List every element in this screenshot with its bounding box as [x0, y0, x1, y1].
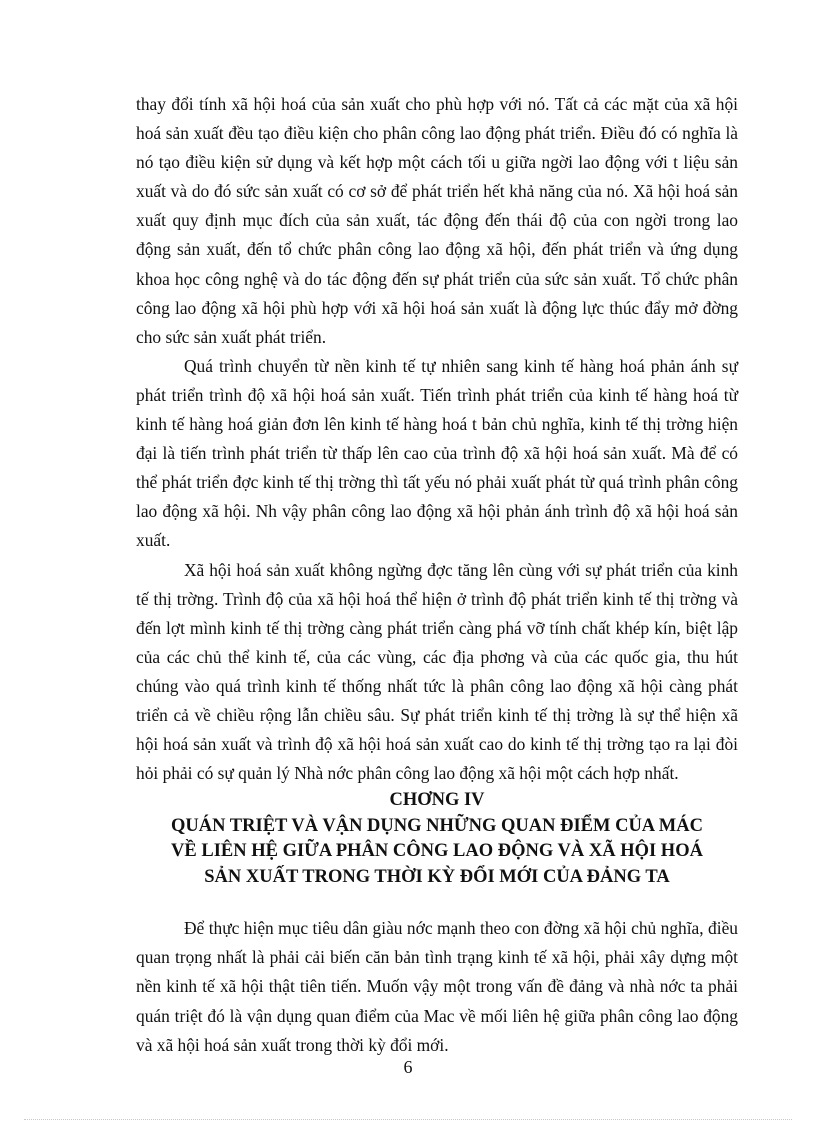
footer-divider [24, 1119, 792, 1120]
chapter-label: CHƠNG IV [389, 790, 485, 811]
section-spacer [136, 890, 738, 914]
body-paragraph-2: Quá trình chuyển từ nền kinh tế tự nhiên sang kinh tế hàng hoá phản ánh sự phát triển trình độ xã hội hoá sản xuất. Tiến trình phát triển của kinh tế hàng hoá từ kinh tế hàng hoá giản đơn lên kinh tế hàng hoá t bản chủ nghĩa, kinh tế thị trờng hiện đại là tiến trình phát triển từ thấp lên cao của trình độ xã hội hoá sản xuất. Mà để có thể phát triển đợc kinh tế thị trờng thì tất yếu nó phải xuất phát từ quá trình phân công lao động xã hội. Nh vậy phân công lao động xã hội phản ánh trình độ xã hội hoá sản xuất. [136, 355, 738, 551]
body-paragraph-3: Xã hội hoá sản xuất không ngừng đợc tăng lên cùng với sự phát triển của kinh tế thị trờng. Trình độ của xã hội hoá thể hiện ở trình độ phát triển kinh tế thị trờng và đến lợt mình kinh tế thị trờng càng phát triển càng phá vỡ tính chất khép kín, biệt lập của các chủ thể kinh tế, của các vùng, các địa phơng và của các quốc gia, thu hút chúng vào quá trình kinh tế thống nhất tức là phân công lao động xã hội càng phát triển cả về chiều rộng lẫn chiều sâu. Sự phát triển kinh tế thị trờng là sự thể hiện xã hội hoá sản xuất và trình độ xã hội hoá sản xuất cao do kinh tế thị trờng tạo ra lại đòi hỏi phải có sự quản lý Nhà nớc phân công lao động xã hội một cách hợp nhất. [136, 559, 738, 784]
document-page [136, 90, 738, 1060]
chapter-paragraph-1: Để thực hiện mục tiêu dân giàu nớc mạnh theo con đờng xã hội chủ nghĩa, điều quan trọng nhất là phải cải biến căn bản tình trạng kinh tế xã hội, phải xây dựng một nền kinh tế xã hội thật tiên tiến. Muốn vậy một trong vấn đề đảng và nhà nớc ta phải quán triệt đó là vận dụng quan điểm của Mac về mối liên hệ giữa phân công lao động và xã hội hoá sản xuất trong thời kỳ đổi mới. [136, 918, 738, 1055]
chapter-title-line-3: SẢN XUẤT TRONG THỜI KỲ ĐỔI MỚI CỦA ĐẢNG TA [204, 866, 670, 887]
chapter-title-line-1: QUÁN TRIỆT VÀ VẬN DỤNG NHỮNG QUAN ĐIỂM CỦA MÁC [171, 815, 703, 836]
page-number: 6 [403, 1057, 413, 1077]
chapter-heading [136, 788, 738, 890]
chapter-title-line-2: VỀ LIÊN HỆ GIỮA PHÂN CÔNG LAO ĐỘNG VÀ XÃ HỘI HOÁ [171, 841, 703, 862]
body-paragraph-1: thay đổi tính xã hội hoá của sản xuất cho phù hợp với nó. Tất cả các mặt của xã hội hoá sản xuất đều tạo điều kiện cho phân công lao động phát triển. Điều đó có nghĩa là nó tạo điều kiện sử dụng và kết hợp một cách tối u giữa ngời lao động với t liệu sản xuất và do đó sức sản xuất có cơ sở để phát triển hết khả năng của nó. Xã hội hoá sản xuất quy định mục đích của sản xuất, tác động đến thái độ của con ngời trong lao động sản xuất, đến tổ chức phân công lao động xã hội, đến phát triển và ứng dụng khoa học công nghệ và do tác động đến sự phát triển của sức sản xuất. Tổ chức phân công lao động xã hội phù hợp với xã hội hoá sản xuất là động lực thúc đẩy mở đờng cho sức sản xuất phát triển. [136, 94, 738, 347]
